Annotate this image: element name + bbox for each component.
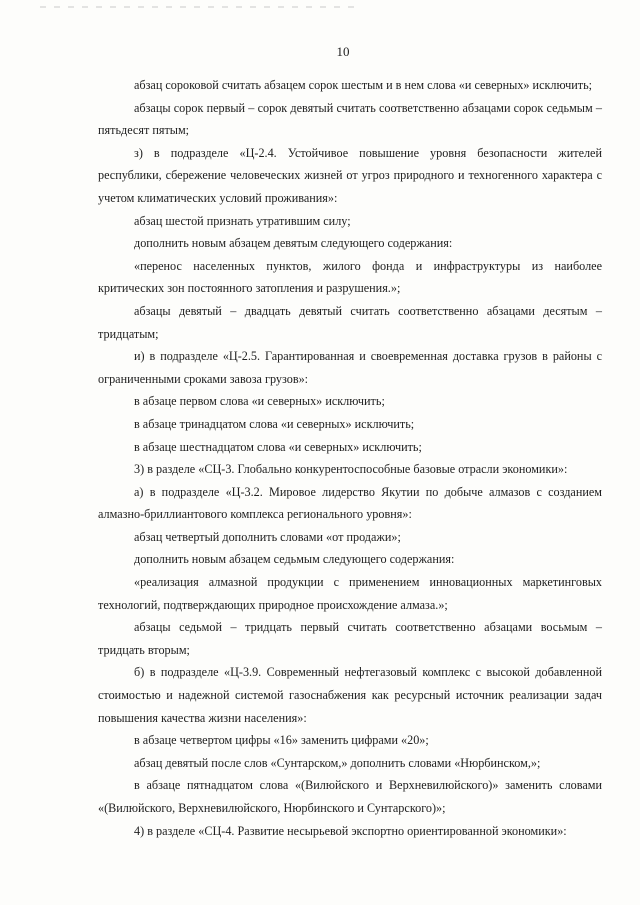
paragraph: абзацы сорок первый – сорок девятый считать соответственно абзацами сорок седьмым – пятьдесят пятым;	[98, 100, 602, 138]
paragraph: и) в подразделе «Ц-2.5. Гарантированная и своевременная доставка грузов в районы с ограниченными сроками завоза грузов»:	[98, 349, 602, 386]
paragraph: абзац девятый после слов «Сунтарском,» дополнить словами «Нюрбинском,»;	[134, 755, 541, 770]
paragraph: 3) в разделе «СЦ-3. Глобально конкурентоспособные базовые отрасли экономики»:	[134, 462, 568, 477]
paragraph: з) в подразделе «Ц-2.4. Устойчивое повышение уровня безопасности жителей республики, сбережение человеческих жизней от угроз природного и техногенного характера с учетом климатических условий проживания»:	[98, 145, 602, 205]
paragraph: «перенос населенных пунктов, жилого фонда и инфраструктуры из наиболее критических зон постоянного затопления и разрушения.»;	[98, 258, 602, 296]
scan-artifact	[40, 6, 360, 8]
paragraph: абзац шестой признать утратившим силу;	[134, 213, 351, 228]
paragraph: дополнить новым абзацем седьмым следующего содержания:	[134, 552, 455, 567]
paragraph: в абзаце четвертом цифры «16» заменить цифрами «20»;	[134, 733, 429, 748]
paragraph: абзацы девятый – двадцать девятый считать соответственно абзацами десятым – тридцатым;	[98, 303, 602, 341]
document-body	[98, 74, 602, 842]
paragraph: в абзаце тринадцатом слова «и северных» исключить;	[134, 416, 415, 431]
paragraph: абзац сороковой считать абзацем сорок шестым и в нем слова «и северных» исключить;	[134, 78, 593, 92]
paragraph: абзац четвертый дополнить словами «от продажи»;	[134, 529, 401, 544]
paragraph: «реализация алмазной продукции с применением инновационных маркетинговых технологий, подтверждающих природное происхождение алмаза.»;	[98, 575, 602, 612]
paragraph: дополнить новым абзацем девятым следующего содержания:	[134, 236, 453, 251]
paragraph: в абзаце шестнадцатом слова «и северных» исключить;	[134, 439, 422, 454]
paragraph: абзацы седьмой – тридцать первый считать соответственно абзацами восьмым – тридцать вторым;	[98, 620, 602, 657]
page-number: 10	[336, 44, 350, 59]
paragraph: в абзаце пятнадцатом слова «(Вилюйского и Верхневилюйского)» заменить словами «(Вилюйского, Верхневилюйского, Нюрбинского и Сунтарского)»;	[98, 778, 602, 815]
paragraph: 4) в разделе «СЦ-4. Развитие несырьевой экспортно ориентированной экономики»:	[134, 823, 567, 838]
paragraph: а) в подразделе «Ц-3.2. Мировое лидерство Якутии по добыче алмазов с созданием алмазно-бриллиантового комплекса регионального уровня»:	[98, 484, 602, 522]
paragraph: в абзаце первом слова «и северных» исключить;	[134, 394, 385, 409]
paragraph: б) в подразделе «Ц-3.9. Современный нефтегазовый комплекс с высокой добавленной стоимостью и надежной системой газоснабжения как ресурсный источник реализации задач повышения качества жизни населения»:	[98, 665, 602, 725]
